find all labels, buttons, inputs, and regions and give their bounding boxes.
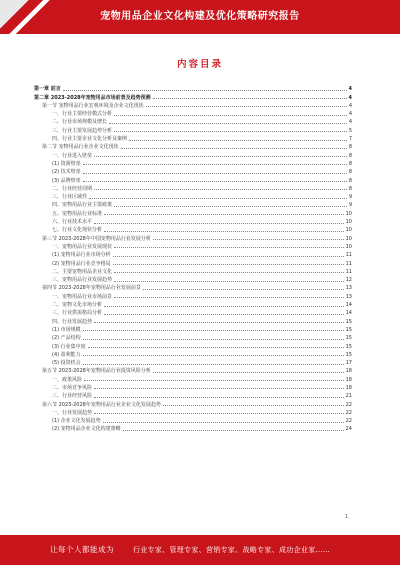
toc-leader-dots <box>104 305 344 307</box>
toc-entry-page: 5 <box>348 127 352 134</box>
toc-entry-text: 第五节 2023-2028年宠物用品行业投资风险分析 <box>42 368 151 375</box>
toc-entry[interactable] <box>34 408 352 416</box>
toc-entry-page: 11 <box>345 252 352 259</box>
toc-entry[interactable] <box>34 258 352 266</box>
toc-entry-page: 22 <box>345 418 352 425</box>
toc-leader-dots <box>83 172 347 174</box>
toc-entry[interactable] <box>34 275 352 283</box>
toc-leader-dots <box>153 238 344 240</box>
toc-entry-page: 15 <box>345 351 352 358</box>
toc-entry[interactable] <box>34 233 352 241</box>
toc-entry-page: 10 <box>345 227 352 234</box>
toc-entry-page: 10 <box>345 210 352 217</box>
toc-leader-dots <box>84 379 344 381</box>
toc-entry-page: 22 <box>345 409 352 416</box>
toc-entry-page: 15 <box>345 326 352 333</box>
toc-leader-dots <box>103 421 344 423</box>
toc-entry[interactable] <box>34 167 352 175</box>
toc-entry[interactable] <box>34 374 352 382</box>
toc-leader-dots <box>94 412 344 414</box>
toc-entry-page: 8 <box>348 177 352 184</box>
toc-leader-dots <box>83 338 344 340</box>
toc-entry-text: (2) 宠物用品企业文化构建策略 <box>52 426 121 433</box>
toc-leader-dots <box>114 114 347 116</box>
toc-entry-text: 四、行业发展趋势 <box>52 318 93 325</box>
toc-entry-page: 8 <box>348 144 352 151</box>
toc-entry[interactable] <box>34 109 352 117</box>
toc-entry-text: 第一章 前言 <box>34 86 61 93</box>
toc-leader-dots <box>153 371 344 373</box>
toc-entry-page: 21 <box>345 393 352 400</box>
toc-entry-text: 四、行业主要企业文化分析及案例 <box>52 136 128 143</box>
toc-leader-dots <box>104 213 344 215</box>
toc-entry-page: 24 <box>345 426 352 433</box>
page-number: 1 <box>344 514 348 520</box>
toc-entry-text: 第二章 2023-2028年宠物用品市场前景及趋势预测 <box>34 94 151 101</box>
toc-entry-text: 第三节 2023-2028年中国宠物用品行业发展分析 <box>42 235 151 242</box>
toc-leader-dots <box>113 255 344 257</box>
toc-entry-page: 8 <box>348 152 352 159</box>
toc-entry[interactable] <box>34 192 352 200</box>
toc-entry[interactable] <box>34 217 352 225</box>
table-of-contents <box>34 84 352 432</box>
toc-entry[interactable] <box>34 175 352 183</box>
toc-entry-text: 二、宠物文化市场分析 <box>52 302 103 309</box>
toc-entry[interactable] <box>34 283 352 291</box>
toc-entry-page: 18 <box>345 368 352 375</box>
toc-entry[interactable] <box>34 101 352 109</box>
toc-leader-dots <box>163 404 344 406</box>
toc-entry[interactable] <box>34 358 352 366</box>
toc-entry[interactable] <box>34 366 352 374</box>
toc-leader-dots <box>129 139 347 141</box>
toc-entry-text: 一、政策风险 <box>52 376 83 383</box>
toc-leader-dots <box>114 280 344 282</box>
toc-entry[interactable] <box>34 117 352 125</box>
toc-entry-text: 二、行业经营周期 <box>52 185 93 192</box>
toc-leader-dots <box>146 105 347 107</box>
toc-entry-text: 一、行业发展趋势 <box>52 409 93 416</box>
toc-entry-text: 一、宠物用品行业发展现状 <box>52 243 113 250</box>
toc-entry-text: 三、行业经营风险 <box>52 393 93 400</box>
toc-entry-page: 17 <box>345 360 352 367</box>
toc-entry-text: 二、主要宠物用品企业文化 <box>52 268 113 275</box>
toc-entry[interactable] <box>34 92 352 100</box>
toc-leader-dots <box>113 263 344 265</box>
toc-leader-dots <box>63 89 347 91</box>
toc-entry-text: 六、行业技术水平 <box>52 219 93 226</box>
toc-entry-text: 三、宠物用品行业发展趋势 <box>52 277 113 284</box>
toc-entry-text: 第四节 2023-2028年宠物用品行业发展前景 <box>42 285 141 292</box>
toc-leader-dots <box>94 321 344 323</box>
toc-entry-page: 22 <box>345 401 352 408</box>
toc-entry-text: 三、行业主要发展趋势分析 <box>52 127 113 134</box>
toc-entry-page: 4 <box>348 94 352 101</box>
toc-entry[interactable] <box>34 125 352 133</box>
toc-entry-page: 8 <box>348 185 352 192</box>
toc-entry[interactable] <box>34 242 352 250</box>
toc-entry[interactable] <box>34 300 352 308</box>
toc-leader-dots <box>114 130 347 132</box>
toc-entry-text: 四、宠物用品行业主要政策 <box>52 202 113 209</box>
toc-entry-page: 13 <box>345 285 352 292</box>
toc-entry-text: (4) 盈利能力 <box>52 351 81 358</box>
toc-entry[interactable] <box>34 291 352 299</box>
footer-tagline: 行业专家、管理专家、营销专家、战略专家、成功企业家…… <box>133 546 331 554</box>
toc-entry-page: 14 <box>345 302 352 309</box>
toc-leader-dots <box>104 230 344 232</box>
toc-leader-dots <box>94 396 344 398</box>
toc-entry-page: 4 <box>348 102 352 109</box>
toc-leader-dots <box>153 97 347 99</box>
toc-leader-dots <box>94 155 347 157</box>
toc-entry-text: (3) 行业集中度 <box>52 343 86 350</box>
toc-entry-page: 9 <box>348 194 352 201</box>
toc-entry-page: 11 <box>345 260 352 267</box>
toc-entry-text: 七、行业文化现状分析 <box>52 227 103 234</box>
header-bar <box>0 0 400 34</box>
toc-entry-page: 9 <box>348 202 352 209</box>
toc-entry[interactable] <box>34 84 352 92</box>
toc-entry-text: (1) 资源壁垒 <box>52 160 81 167</box>
toc-entry-page: 8 <box>348 169 352 176</box>
toc-entry-text: 第二节 宠物用品行业企业文化现状 <box>42 144 119 151</box>
toc-entry-text: (1) 宠物用品行业市场分析 <box>52 252 111 259</box>
toc-entry[interactable] <box>34 308 352 316</box>
toc-entry-page: 4 <box>348 119 352 126</box>
toc-entry-page: 7 <box>348 136 352 143</box>
toc-leader-dots <box>94 188 347 190</box>
toc-entry-text: (2) 宠物用品行业竞争格局 <box>52 260 111 267</box>
toc-entry-text: 一、行业主要经营模式分析 <box>52 111 113 118</box>
toc-leader-dots <box>88 346 344 348</box>
toc-entry-text: 一、行业进入壁垒 <box>52 152 93 159</box>
report-title: 宠物用品企业文化构建及优化策略研究报告 <box>100 11 300 22</box>
toc-entry-text: 第一节 宠物用品行业宏观环境及企业文化现状 <box>42 102 144 109</box>
toc-leader-dots <box>109 122 347 124</box>
toc-leader-dots <box>89 197 347 199</box>
toc-entry[interactable] <box>34 424 352 432</box>
toc-entry-text: (2) 技术壁垒 <box>52 169 81 176</box>
toc-leader-dots <box>83 363 344 365</box>
toc-leader-dots <box>121 147 347 149</box>
toc-entry[interactable] <box>34 134 352 142</box>
toc-entry-page: 13 <box>345 293 352 300</box>
toc-entry-text: 第六节 2023-2028年宠物用品行业企业文化发展趋势 <box>42 401 161 408</box>
toc-entry-page: 10 <box>345 243 352 250</box>
toc-entry-text: 二、市场竞争风险 <box>52 384 93 391</box>
toc-entry[interactable] <box>34 391 352 399</box>
toc-entry[interactable] <box>34 341 352 349</box>
footer-slogan: 让每个人都能成为 <box>50 545 114 554</box>
toc-entry[interactable] <box>34 150 352 158</box>
toc-entry-text: 二、行业市场规模及增长 <box>52 119 108 126</box>
toc-entry[interactable] <box>34 250 352 258</box>
toc-entry-page: 11 <box>345 268 352 275</box>
toc-entry[interactable] <box>34 383 352 391</box>
toc-entry-page: 18 <box>345 376 352 383</box>
footer-bar <box>0 535 400 565</box>
toc-leader-dots <box>83 329 344 331</box>
toc-entry[interactable] <box>34 350 352 358</box>
toc-entry-page: 15 <box>345 335 352 342</box>
toc-entry-text: (2) 产品结构 <box>52 335 81 342</box>
toc-entry[interactable] <box>34 333 352 341</box>
toc-entry[interactable] <box>34 325 352 333</box>
toc-entry-page: 14 <box>345 310 352 317</box>
toc-entry[interactable] <box>34 316 352 324</box>
toc-leader-dots <box>83 354 344 356</box>
toc-entry-text: (3) 品牌壁垒 <box>52 177 81 184</box>
toc-entry-page: 8 <box>348 160 352 167</box>
toc-heading: 内容目录 <box>176 59 223 70</box>
toc-leader-dots <box>94 222 344 224</box>
toc-entry[interactable] <box>34 225 352 233</box>
toc-entry[interactable] <box>34 267 352 275</box>
toc-leader-dots <box>143 288 344 290</box>
toc-entry-text: (5) 投资机会 <box>52 360 81 367</box>
toc-entry[interactable] <box>34 142 352 150</box>
toc-entry[interactable] <box>34 200 352 208</box>
toc-entry-text: 三、行业供需格局分析 <box>52 310 103 317</box>
toc-entry-text: (1) 市场规模 <box>52 326 81 333</box>
toc-leader-dots <box>114 246 344 248</box>
toc-entry-text: (1) 企业文化发展趋势 <box>52 418 101 425</box>
toc-entry[interactable] <box>34 184 352 192</box>
toc-entry-text: 五、宠物用品行业标准 <box>52 210 103 217</box>
toc-leader-dots <box>83 180 347 182</box>
toc-leader-dots <box>94 387 344 389</box>
toc-entry[interactable] <box>34 208 352 216</box>
toc-entry-page: 18 <box>345 384 352 391</box>
toc-entry-page: 12 <box>345 277 352 284</box>
toc-entry-page: 15 <box>345 343 352 350</box>
toc-entry[interactable] <box>34 399 352 407</box>
toc-entry-page: 10 <box>345 219 352 226</box>
toc-leader-dots <box>123 429 344 431</box>
toc-entry-page: 10 <box>345 235 352 242</box>
toc-leader-dots <box>114 296 344 298</box>
toc-entry-page: 4 <box>348 86 352 93</box>
toc-entry[interactable] <box>34 416 352 424</box>
toc-entry[interactable] <box>34 159 352 167</box>
toc-leader-dots <box>83 163 347 165</box>
toc-leader-dots <box>114 205 347 207</box>
toc-leader-dots <box>114 271 344 273</box>
toc-entry-text: 三、行业区域性 <box>52 194 88 201</box>
toc-entry-text: 一、宠物用品行业市场前景 <box>52 293 113 300</box>
toc-entry-page: 4 <box>348 111 352 118</box>
toc-entry-page: 15 <box>345 318 352 325</box>
toc-leader-dots <box>104 313 344 315</box>
